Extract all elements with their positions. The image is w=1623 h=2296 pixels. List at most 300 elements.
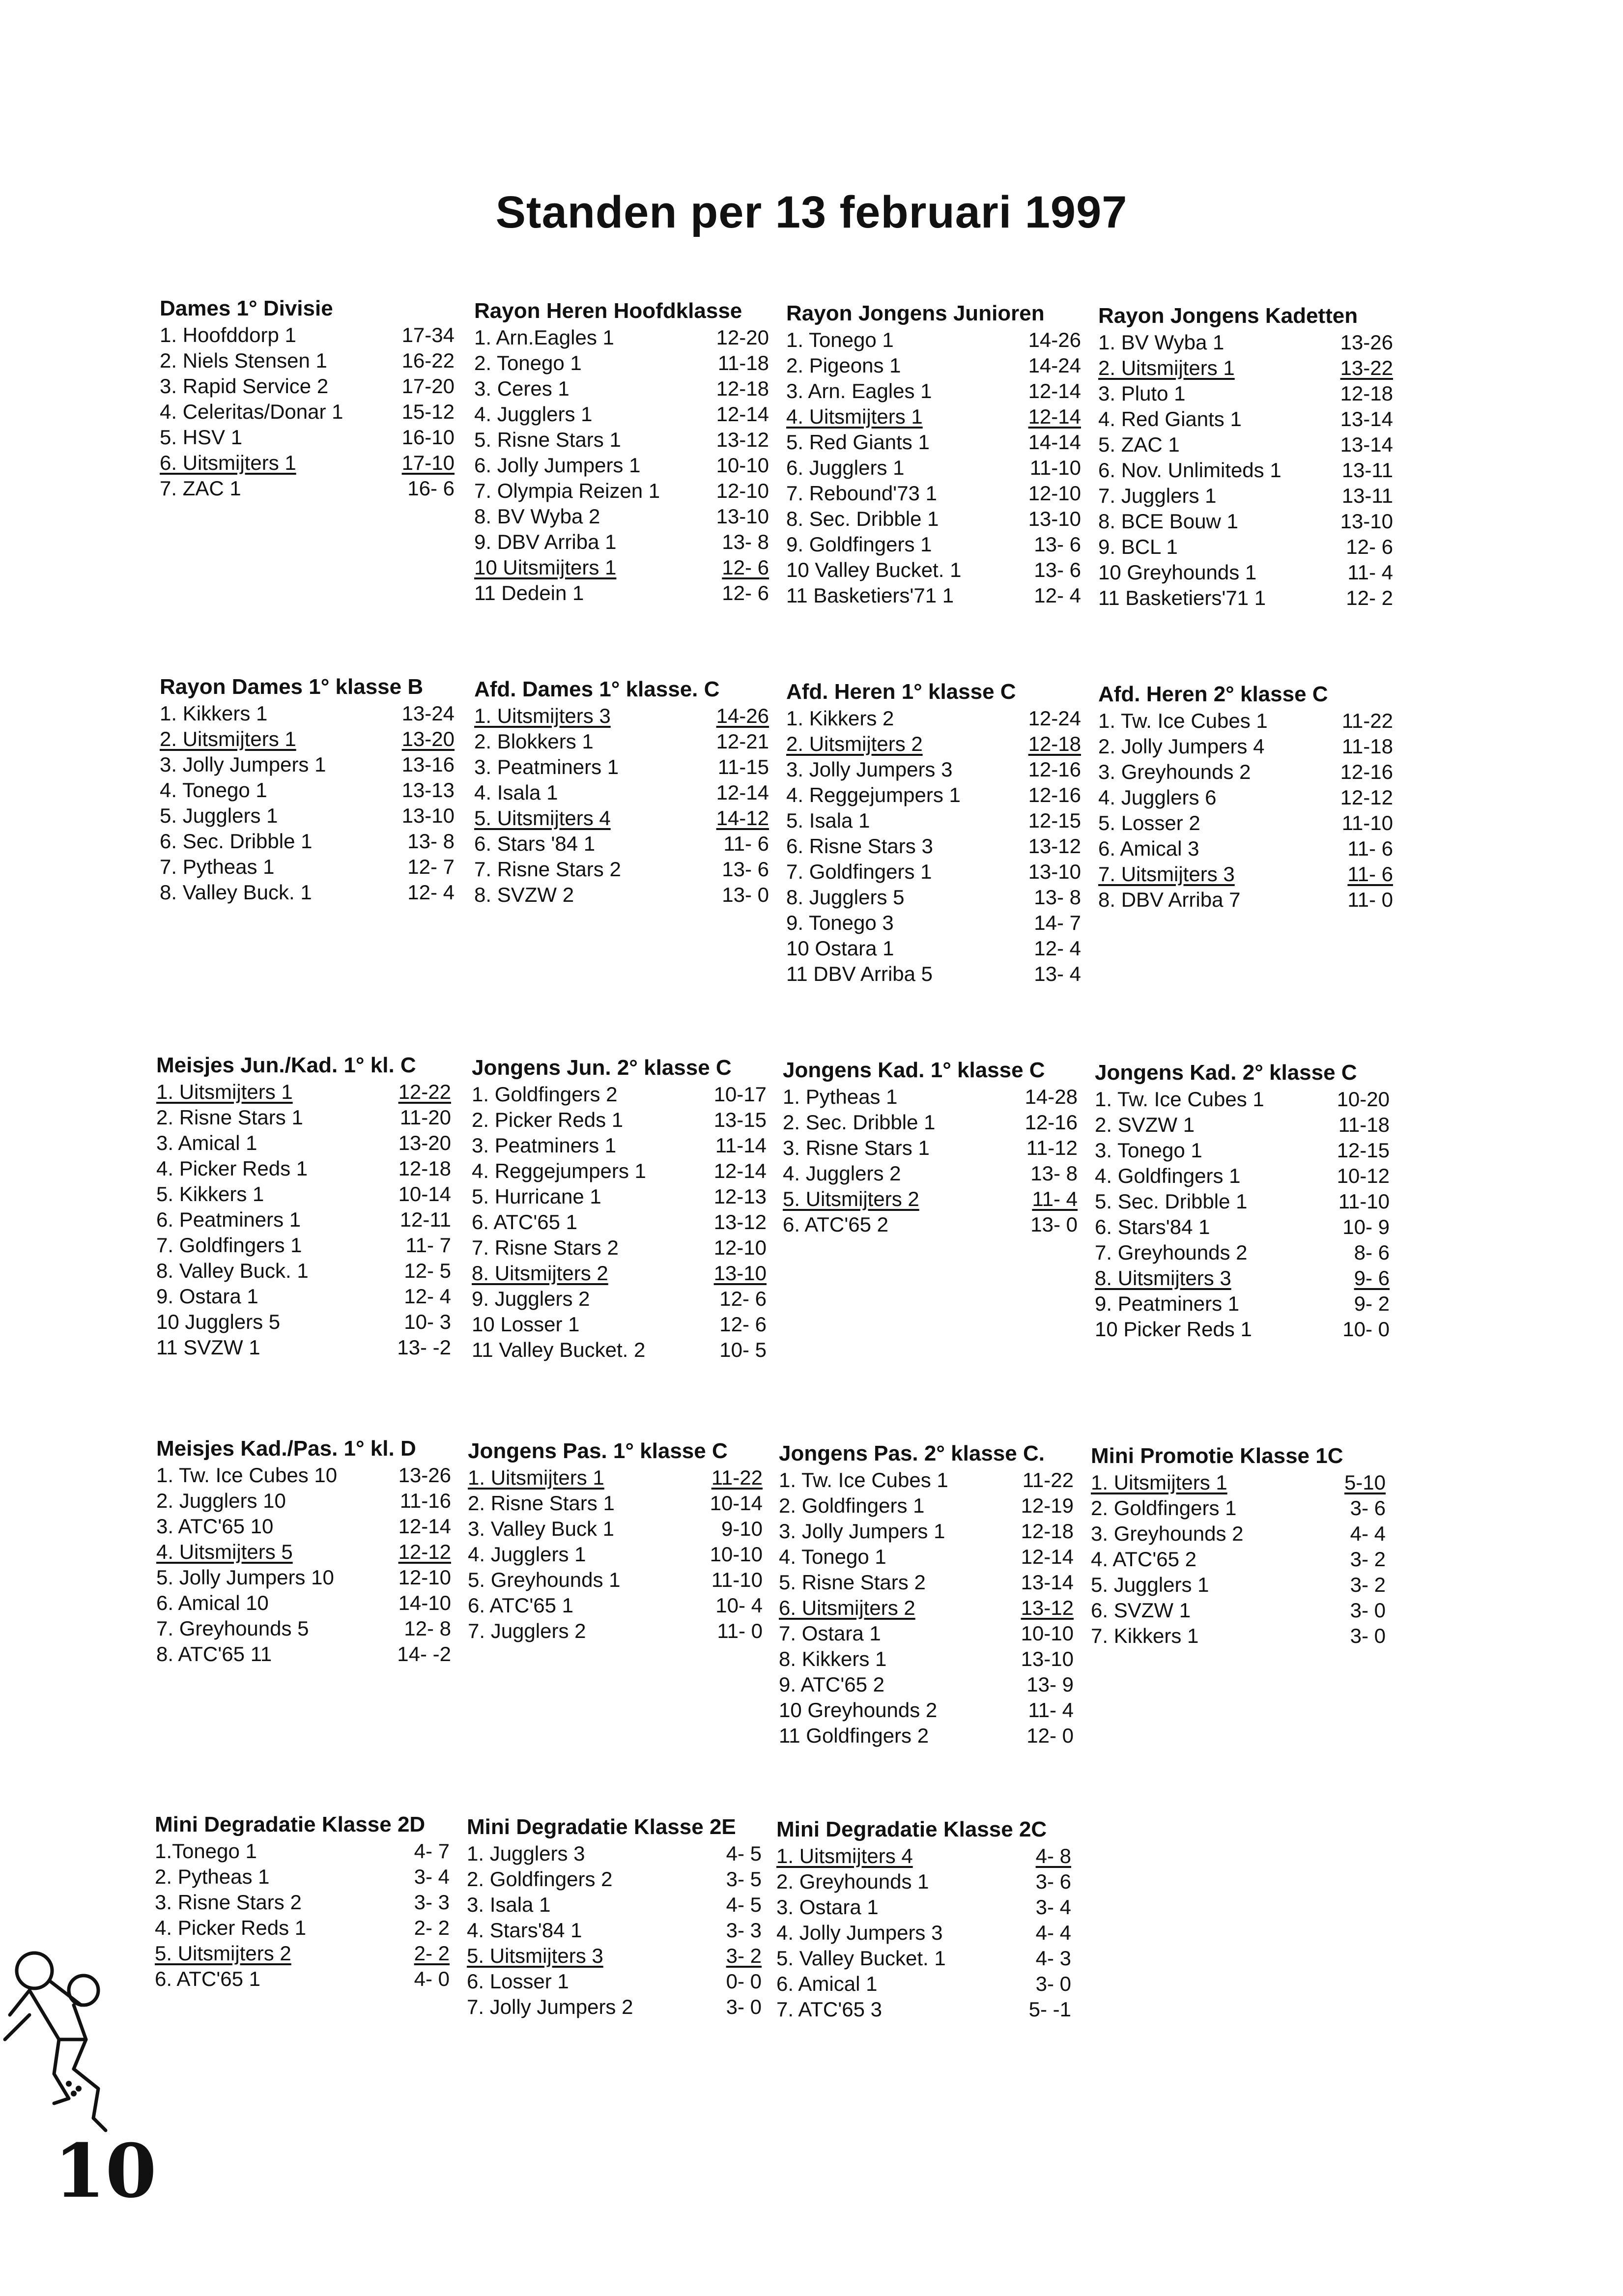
- team-name: 3. Greyhounds 2: [1091, 1522, 1244, 1545]
- team-name: 11 Goldfingers 2: [779, 1724, 929, 1747]
- team-name: 3. Jolly Jumpers 1: [160, 753, 326, 776]
- team-name: 6. Uitsmijters 1: [160, 451, 296, 474]
- standing-row: [474, 580, 769, 606]
- team-score: 16-10: [401, 426, 455, 449]
- team-name: 4. Celeritas/Donar 1: [160, 400, 343, 423]
- team-score: 4- 5: [726, 1842, 762, 1865]
- team-name: 2. Risne Stars 1: [156, 1106, 303, 1129]
- standing-row: [783, 1110, 1078, 1135]
- standing-row: [1091, 1598, 1386, 1623]
- team-score: 12- 6: [719, 1287, 767, 1310]
- team-name: 10 Jugglers 5: [156, 1310, 281, 1333]
- team-score: 3- 5: [726, 1867, 762, 1891]
- team-score: 11-22: [1341, 709, 1393, 732]
- team-score: 12-10: [398, 1566, 451, 1589]
- league-title: Mini Promotie Klasse 1C: [1091, 1444, 1343, 1468]
- team-score: 11-22: [711, 1466, 763, 1489]
- team-score: 10- 9: [1342, 1215, 1390, 1238]
- standing-row: [1098, 708, 1393, 734]
- league-title: Mini Degradatie Klasse 2D: [155, 1812, 426, 1837]
- team-score: 13- -2: [397, 1336, 451, 1359]
- standing-row: [779, 1646, 1074, 1672]
- standing-row-highlighted: [467, 1943, 762, 1969]
- team-name: 1. Jugglers 3: [467, 1842, 585, 1865]
- league-table: [156, 1435, 451, 1667]
- team-score: 13-22: [1340, 356, 1393, 379]
- standing-row: [1098, 509, 1393, 534]
- standing-row-highlighted: [468, 1465, 763, 1491]
- standing-row: [160, 399, 455, 425]
- team-name: 9. ATC'65 2: [779, 1673, 885, 1696]
- league-table: [786, 300, 1081, 608]
- standing-row: [467, 1892, 762, 1918]
- standing-row: [776, 1869, 1071, 1894]
- team-score: 13-12: [716, 428, 769, 451]
- league-table: [468, 1437, 763, 1644]
- team-name: 4. Jugglers 1: [474, 402, 593, 426]
- standing-row: [786, 327, 1081, 353]
- team-score: 13-10: [1340, 510, 1393, 533]
- team-score: 12- 4: [1034, 937, 1081, 960]
- standing-row: [1098, 330, 1393, 355]
- standing-row-highlighted: [783, 1186, 1078, 1212]
- standing-row: [1091, 1495, 1386, 1521]
- team-score: 14-28: [1025, 1085, 1078, 1108]
- team-name: 8. SVZW 2: [474, 883, 574, 906]
- standing-row: [1098, 785, 1393, 810]
- team-score: 12- 5: [404, 1259, 451, 1282]
- team-name: 2. Jolly Jumpers 4: [1098, 735, 1265, 758]
- team-name: 7. Greyhounds 5: [156, 1617, 309, 1640]
- league-table: [779, 1440, 1074, 1749]
- team-name: 6. Uitsmijters 2: [779, 1596, 915, 1619]
- team-name: 7. Greyhounds 2: [1095, 1241, 1248, 1264]
- team-name: 8. Uitsmijters 2: [472, 1262, 608, 1285]
- team-name: 2. Uitsmijters 1: [1098, 356, 1235, 379]
- standing-row: [156, 1130, 451, 1156]
- team-score: 11-18: [1338, 1113, 1390, 1136]
- team-score: 12- 6: [722, 581, 769, 604]
- standing-row: [786, 833, 1081, 859]
- team-name: 2. SVZW 1: [1095, 1113, 1195, 1136]
- team-score: 9- 2: [1354, 1292, 1390, 1315]
- team-score: 12- 4: [1034, 584, 1081, 607]
- standing-row: [776, 1946, 1071, 1971]
- standing-row: [156, 1463, 451, 1488]
- team-name: 10 Ostara 1: [786, 937, 894, 960]
- team-name: 10 Greyhounds 2: [779, 1698, 938, 1722]
- team-name: 4. Isala 1: [474, 781, 558, 804]
- standing-row: [1098, 432, 1393, 458]
- team-name: 2. Pigeons 1: [786, 354, 901, 377]
- team-score: 13-14: [1021, 1571, 1074, 1594]
- team-score: 3- 6: [1350, 1496, 1386, 1520]
- team-name: 5. Uitsmijters 2: [155, 1942, 291, 1965]
- team-name: 4. Picker Reds 1: [156, 1157, 308, 1180]
- standing-row: [468, 1491, 763, 1516]
- league-title: Rayon Heren Hoofdklasse: [474, 299, 742, 323]
- team-score: 11-22: [1022, 1468, 1074, 1492]
- team-score: 3- 4: [414, 1865, 450, 1888]
- team-name: 3. Peatminers 1: [474, 755, 619, 778]
- team-score: 10- 0: [1342, 1318, 1390, 1341]
- team-score: 4- 5: [726, 1893, 762, 1916]
- team-score: 13-10: [713, 1262, 767, 1285]
- team-name: 6. Amical 1: [776, 1972, 878, 1995]
- team-score: 12- 8: [404, 1617, 451, 1640]
- team-name: 1. Tonego 1: [786, 328, 894, 351]
- standing-row: [1098, 560, 1393, 585]
- team-score: 13-12: [1028, 834, 1081, 858]
- team-score: 12-10: [716, 479, 769, 502]
- standing-row: [1098, 458, 1393, 483]
- standing-row-highlighted: [474, 555, 769, 580]
- team-score: 5-10: [1344, 1471, 1386, 1494]
- team-score: 17-10: [401, 451, 455, 474]
- team-name: 6. Nov. Unlimiteds 1: [1098, 459, 1281, 482]
- team-name: 6. Amical 10: [156, 1591, 269, 1614]
- team-name: 7. Pytheas 1: [160, 855, 275, 878]
- team-name: 8. BCE Bouw 1: [1098, 510, 1238, 533]
- team-score: 17-34: [401, 323, 455, 346]
- team-name: 2. Sec. Dribble 1: [783, 1111, 936, 1134]
- standing-row: [474, 754, 769, 780]
- team-name: 4. Goldfingers 1: [1095, 1164, 1241, 1187]
- standing-row: [160, 322, 455, 348]
- team-score: 13-11: [1341, 459, 1393, 482]
- team-score: 12-18: [1028, 732, 1081, 755]
- team-name: 9. DBV Arriba 1: [474, 530, 617, 553]
- league-table: [155, 1811, 450, 1992]
- league-title: Mini Degradatie Klasse 2C: [776, 1817, 1047, 1841]
- team-score: 4- 0: [414, 1967, 450, 1990]
- team-name: 3. Greyhounds 2: [1098, 760, 1251, 783]
- standing-row: [1091, 1572, 1386, 1598]
- league-table: [776, 1816, 1071, 2022]
- team-score: 13-12: [1021, 1596, 1074, 1619]
- team-name: 4. ATC'65 2: [1091, 1548, 1197, 1571]
- standing-row: [155, 1966, 450, 1992]
- standing-row: [1098, 585, 1393, 611]
- team-score: 11-14: [715, 1134, 767, 1157]
- team-name: 8. ATC'65 11: [156, 1642, 272, 1665]
- team-score: 13-13: [401, 778, 455, 802]
- standing-row: [160, 425, 455, 450]
- team-score: 12-20: [716, 326, 769, 349]
- team-score: 10-12: [1337, 1164, 1390, 1187]
- team-score: 12-15: [1028, 809, 1081, 832]
- team-score: 17-20: [401, 374, 455, 398]
- standing-row: [160, 701, 455, 726]
- team-name: 3. Tonego 1: [1095, 1139, 1202, 1162]
- team-score: 12- 6: [1346, 535, 1393, 558]
- league-title: Rayon Jongens Kadetten: [1098, 304, 1358, 328]
- standing-row: [779, 1621, 1074, 1646]
- standing-row-highlighted: [1095, 1265, 1390, 1291]
- standing-row: [467, 1969, 762, 1994]
- standing-row-highlighted: [474, 703, 769, 729]
- standing-row: [474, 427, 769, 453]
- standing-row: [786, 782, 1081, 808]
- team-score: 12-12: [1340, 786, 1393, 809]
- team-name: 9. Jugglers 2: [472, 1287, 590, 1310]
- team-name: 1. Pytheas 1: [783, 1085, 898, 1108]
- standing-row: [786, 757, 1081, 782]
- standing-row: [1098, 534, 1393, 560]
- team-score: 12-14: [398, 1515, 451, 1538]
- league-title: Meisjes Kad./Pas. 1° kl. D: [156, 1436, 416, 1461]
- team-name: 5. Uitsmijters 3: [467, 1944, 603, 1967]
- team-score: 4- 4: [1035, 1921, 1071, 1944]
- team-score: 12-14: [1028, 379, 1081, 402]
- team-name: 9. Tonego 3: [786, 911, 894, 934]
- league-title: Afd. Dames 1° klasse. C: [474, 677, 720, 701]
- standing-row: [1091, 1547, 1386, 1572]
- team-score: 10- 5: [719, 1338, 767, 1361]
- team-name: 11 Valley Bucket. 2: [472, 1338, 646, 1361]
- team-name: 2. Greyhounds 1: [776, 1870, 929, 1893]
- team-name: 8. Sec. Dribble 1: [786, 507, 939, 530]
- team-name: 2. Picker Reds 1: [472, 1108, 624, 1131]
- team-name: 7. Uitsmijters 3: [1098, 862, 1235, 886]
- league-title: Afd. Heren 2° klasse C: [1098, 682, 1328, 706]
- team-score: 11- 4: [1347, 561, 1393, 584]
- team-name: 1. Tw. Ice Cubes 1: [779, 1468, 948, 1492]
- team-name: 5. Sec. Dribble 1: [1095, 1190, 1248, 1213]
- team-score: 10-14: [398, 1182, 451, 1205]
- team-score: 12-16: [1025, 1111, 1078, 1134]
- league-title: Rayon Jongens Junioren: [786, 301, 1045, 325]
- team-score: 8- 6: [1354, 1241, 1390, 1264]
- team-score: 10- 3: [404, 1310, 451, 1333]
- team-score: 13-10: [1021, 1647, 1074, 1670]
- team-score: 13-14: [1340, 407, 1393, 430]
- team-name: 4. Stars'84 1: [467, 1919, 582, 1942]
- team-name: 6. ATC'65 1: [155, 1967, 261, 1990]
- standing-row-highlighted: [779, 1595, 1074, 1621]
- team-score: 14-26: [1028, 328, 1081, 351]
- standing-row: [783, 1135, 1078, 1161]
- standing-row: [474, 504, 769, 529]
- team-score: 12-18: [1021, 1520, 1074, 1543]
- team-score: 10-10: [716, 454, 769, 477]
- team-name: 8. Valley Buck. 1: [160, 881, 312, 904]
- team-name: 8. DBV Arriba 7: [1098, 888, 1241, 911]
- team-score: 12- 0: [1026, 1724, 1074, 1747]
- team-score: 12-14: [713, 1159, 767, 1182]
- standing-row: [786, 353, 1081, 378]
- team-name: 7. Jugglers 1: [1098, 484, 1217, 507]
- team-score: 12-12: [398, 1540, 451, 1563]
- team-name: 6. Jolly Jumpers 1: [474, 454, 641, 477]
- team-score: 14- 7: [1034, 911, 1081, 934]
- team-score: 11-20: [399, 1106, 451, 1129]
- standing-row: [474, 478, 769, 504]
- team-name: 2. Jugglers 10: [156, 1489, 286, 1512]
- standing-row: [1098, 887, 1393, 913]
- team-name: 11 Dedein 1: [474, 581, 584, 604]
- team-score: 3- 0: [1035, 1972, 1071, 1995]
- team-name: 3. Arn. Eagles 1: [786, 379, 932, 402]
- standing-row: [472, 1133, 767, 1158]
- team-score: 12- 6: [722, 556, 769, 579]
- team-name: 2. Goldfingers 1: [1091, 1496, 1237, 1520]
- standing-row: [156, 1233, 451, 1258]
- team-name: 9. Goldfingers 1: [786, 533, 932, 556]
- team-name: 4. Tonego 1: [160, 778, 267, 802]
- standing-row: [1095, 1163, 1390, 1189]
- standing-row: [156, 1616, 451, 1641]
- standing-row: [156, 1284, 451, 1309]
- standing-row: [776, 1997, 1071, 2022]
- team-score: 12-16: [1028, 758, 1081, 781]
- team-name: 2. Blokkers 1: [474, 730, 594, 753]
- team-name: 3. Ceres 1: [474, 377, 569, 400]
- team-score: 12-11: [399, 1208, 451, 1231]
- standing-row: [474, 882, 769, 908]
- team-name: 9. Peatminers 1: [1095, 1292, 1240, 1315]
- league-table: [1098, 302, 1393, 611]
- standing-row: [779, 1493, 1074, 1519]
- team-score: 4- 4: [1350, 1522, 1386, 1545]
- team-name: 7. Risne Stars 2: [472, 1236, 619, 1259]
- team-score: 3- 0: [1350, 1599, 1386, 1622]
- standing-row: [160, 752, 455, 777]
- team-name: 3. Risne Stars 1: [783, 1136, 930, 1159]
- team-score: 12-10: [713, 1236, 767, 1259]
- team-score: 13- 8: [1030, 1162, 1078, 1185]
- team-name: 11 Basketiers'71 1: [786, 584, 954, 607]
- standing-row: [474, 529, 769, 555]
- team-score: 11-15: [717, 755, 769, 778]
- standing-row: [786, 961, 1081, 987]
- standing-row: [776, 1920, 1071, 1946]
- team-score: 12-10: [1028, 482, 1081, 505]
- team-score: 12-14: [716, 781, 769, 804]
- team-score: 16-22: [401, 349, 455, 372]
- standing-row: [786, 430, 1081, 455]
- team-name: 5. Uitsmijters 2: [783, 1187, 919, 1210]
- team-name: 7. Ostara 1: [779, 1622, 881, 1645]
- team-name: 2. Uitsmijters 1: [160, 727, 296, 750]
- page-number: 10: [54, 2128, 157, 2214]
- team-score: 13- 8: [1034, 886, 1081, 909]
- standing-row-highlighted: [472, 1261, 767, 1286]
- standing-row: [779, 1723, 1074, 1749]
- league-title: Jongens Kad. 1° klasse C: [783, 1058, 1045, 1082]
- league-title: Mini Degradatie Klasse 2E: [467, 1815, 736, 1839]
- league-title: Jongens Pas. 1° klasse C: [468, 1439, 728, 1463]
- team-name: 10 Uitsmijters 1: [474, 556, 617, 579]
- team-score: 13- 9: [1026, 1673, 1074, 1696]
- team-score: 11- 6: [723, 832, 769, 855]
- standing-row: [472, 1235, 767, 1261]
- team-name: 6. Stars'84 1: [1095, 1215, 1210, 1238]
- team-name: 4. Picker Reds 1: [155, 1916, 307, 1939]
- team-score: 11- 4: [1032, 1187, 1078, 1210]
- standing-row: [786, 532, 1081, 557]
- team-name: 6. Peatminers 1: [156, 1208, 301, 1231]
- team-score: 12-13: [713, 1185, 767, 1208]
- standing-row: [474, 350, 769, 376]
- team-name: 5. HSV 1: [160, 426, 243, 449]
- team-score: 3- 6: [1035, 1870, 1071, 1893]
- standing-row: [160, 803, 455, 829]
- standing-row: [786, 859, 1081, 885]
- standing-row-highlighted: [156, 1079, 451, 1105]
- team-name: 7. Jugglers 2: [468, 1619, 586, 1642]
- team-score: 12-19: [1021, 1494, 1074, 1517]
- standing-row: [156, 1181, 451, 1207]
- team-score: 13-24: [401, 702, 455, 725]
- team-name: 5. Greyhounds 1: [468, 1568, 621, 1591]
- team-name: 1. Tw. Ice Cubes 1: [1095, 1088, 1264, 1111]
- league-table: [783, 1057, 1078, 1237]
- team-score: 12-21: [716, 730, 769, 753]
- team-name: 1. Tw. Ice Cubes 10: [156, 1464, 338, 1487]
- team-score: 13- 6: [1034, 533, 1081, 556]
- team-name: 5. Jugglers 1: [1091, 1573, 1209, 1596]
- team-name: 8. Jugglers 5: [786, 886, 905, 909]
- standing-row: [786, 936, 1081, 961]
- team-name: 1. Uitsmijters 4: [776, 1844, 913, 1867]
- team-score: 14-12: [716, 806, 769, 830]
- team-name: 4. Jugglers 6: [1098, 786, 1217, 809]
- team-name: 6. Sec. Dribble 1: [160, 830, 313, 853]
- team-name: 2. Risne Stars 1: [468, 1492, 615, 1515]
- team-name: 2. Tonego 1: [474, 351, 582, 374]
- team-name: 1. Arn.Eagles 1: [474, 326, 614, 349]
- team-score: 11- 6: [1347, 837, 1393, 860]
- team-score: 3- 3: [726, 1919, 762, 1942]
- standing-row: [776, 1971, 1071, 1997]
- standing-row: [786, 506, 1081, 532]
- league-table: [786, 678, 1081, 987]
- standing-row: [468, 1567, 763, 1593]
- team-name: 5. Red Giants 1: [786, 430, 930, 454]
- standing-row: [156, 1156, 451, 1181]
- standing-row: [1095, 1138, 1390, 1163]
- team-name: 2. Goldfingers 1: [779, 1494, 925, 1517]
- team-name: 5. Risne Stars 2: [779, 1571, 926, 1594]
- standing-row: [474, 780, 769, 805]
- team-name: 4. Tonego 1: [779, 1545, 886, 1568]
- team-score: 13- 4: [1034, 962, 1081, 985]
- league-title: Jongens Kad. 2° klasse C: [1095, 1061, 1357, 1085]
- standing-row: [786, 583, 1081, 608]
- standing-row: [467, 1918, 762, 1943]
- team-name: 1. Uitsmijters 1: [468, 1466, 604, 1489]
- team-name: 5. Uitsmijters 4: [474, 806, 611, 830]
- standing-row: [474, 831, 769, 857]
- league-table: [1095, 1059, 1390, 1342]
- team-score: 12- 4: [407, 881, 455, 904]
- team-name: 1. Tw. Ice Cubes 1: [1098, 709, 1268, 732]
- team-name: 5. Jolly Jumpers 10: [156, 1566, 334, 1589]
- team-score: 4- 3: [1035, 1947, 1071, 1970]
- team-name: 3. Amical 1: [156, 1131, 257, 1154]
- standing-row-highlighted: [786, 404, 1081, 430]
- standing-row: [160, 777, 455, 803]
- team-name: 8. Valley Buck. 1: [156, 1259, 309, 1282]
- team-score: 5- -1: [1028, 1998, 1071, 2021]
- standing-row: [472, 1107, 767, 1133]
- team-name: 1. Kikkers 1: [160, 702, 268, 725]
- team-name: 5. Isala 1: [786, 809, 870, 832]
- team-name: 1. Kikkers 2: [786, 707, 894, 730]
- league-table: [467, 1813, 762, 2020]
- standing-row: [1095, 1214, 1390, 1240]
